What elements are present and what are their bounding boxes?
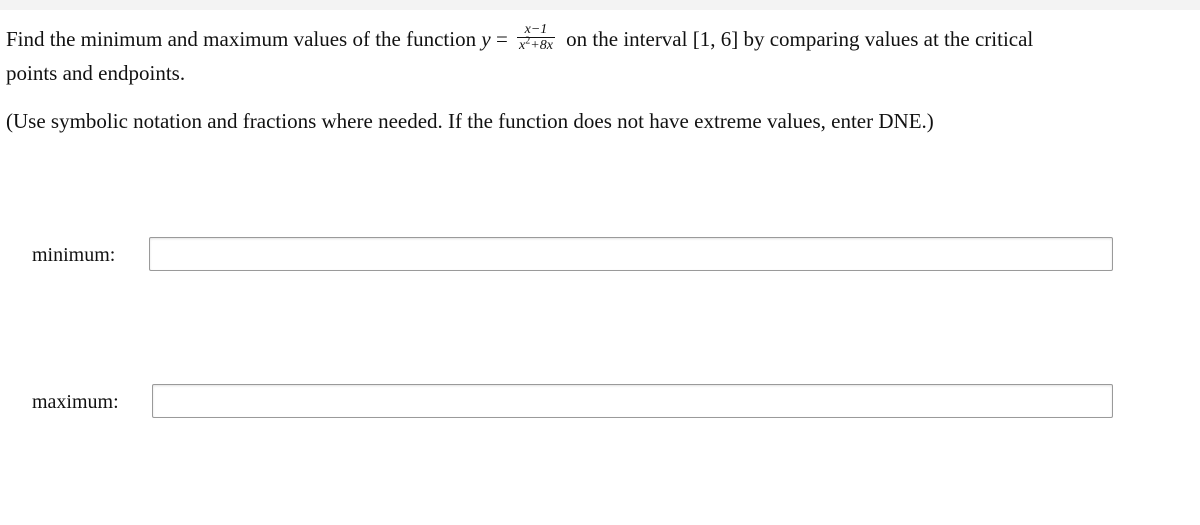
denominator-base: x [519,37,526,53]
instructions-text: (Use symbolic notation and fractions where needed. If the function does not have extreme values, enter DNE.) [6,109,934,133]
fraction-numerator: x−1 [517,22,555,38]
maximum-input[interactable] [152,384,1113,418]
question-line-1 [6,22,1186,56]
question-prefix: Find the minimum and maximum values of the function [6,27,477,51]
minimum-label: minimum: [32,244,116,266]
minimum-row [0,235,1200,275]
minimum-input[interactable] [149,237,1113,271]
maximum-row [0,382,1200,422]
question-line-2: points and endpoints. [6,61,186,85]
equals-sign: = [495,27,508,51]
function-variable: y [481,27,491,51]
top-bar [0,0,1200,10]
question-text [6,22,1186,90]
denominator-exponent: 2 [525,35,531,47]
function-fraction [517,22,555,53]
denominator-rest: +8x [530,37,553,53]
maximum-label: maximum: [32,391,119,413]
fraction-denominator [517,35,555,53]
question-suffix: on the interval [1, 6] by comparing values at the critical [566,27,1034,51]
